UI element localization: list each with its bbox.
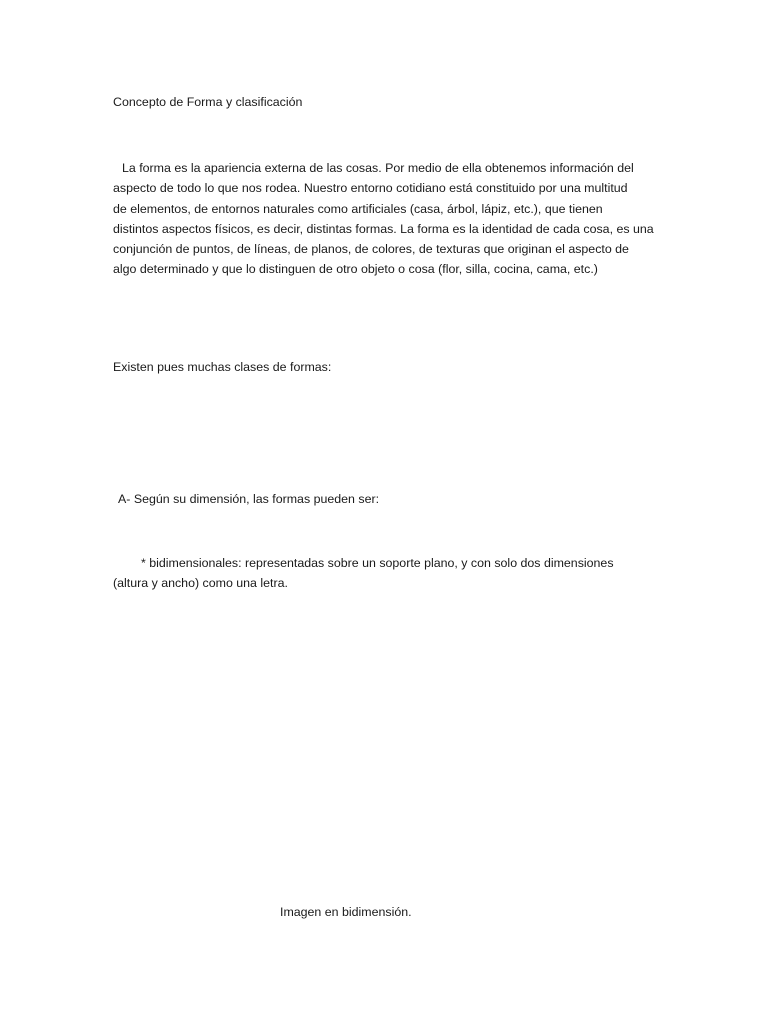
document-title: Concepto de Forma y clasificación xyxy=(113,95,303,109)
paragraph-line: distintos aspectos físicos, es decir, distintas formas. La forma es la identidad de cada cosa, es una xyxy=(113,221,654,236)
paragraph-line: de elementos, de entornos naturales como artificiales (casa, árbol, lápiz, etc.), que tienen xyxy=(113,201,603,216)
section-a-heading: A- Según su dimensión, las formas pueden ser: xyxy=(118,492,380,506)
classes-intro: Existen pues muchas clases de formas: xyxy=(113,360,332,374)
paragraph-line: (altura y ancho) como una letra. xyxy=(113,576,288,591)
bidimensional-item xyxy=(113,553,614,594)
paragraph-line: aspecto de todo lo que nos rodea. Nuestro entorno cotidiano está constituido por una multitud xyxy=(113,181,628,196)
paragraph-line: conjunción de puntos, de líneas, de planos, de colores, de texturas que originan el aspecto de xyxy=(113,242,629,257)
paragraph-line: La forma es la apariencia externa de las cosas. Por medio de ella obtenemos información del xyxy=(122,161,634,175)
paragraph-line: * bidimensionales: representadas sobre un soporte plano, y con solo dos dimensiones xyxy=(141,556,614,570)
intro-paragraph xyxy=(113,158,673,280)
image-caption: Imagen en bidimensión. xyxy=(280,905,412,919)
paragraph-line: algo determinado y que lo distinguen de otro objeto o cosa (flor, silla, cocina, cama, etc.) xyxy=(113,262,598,277)
